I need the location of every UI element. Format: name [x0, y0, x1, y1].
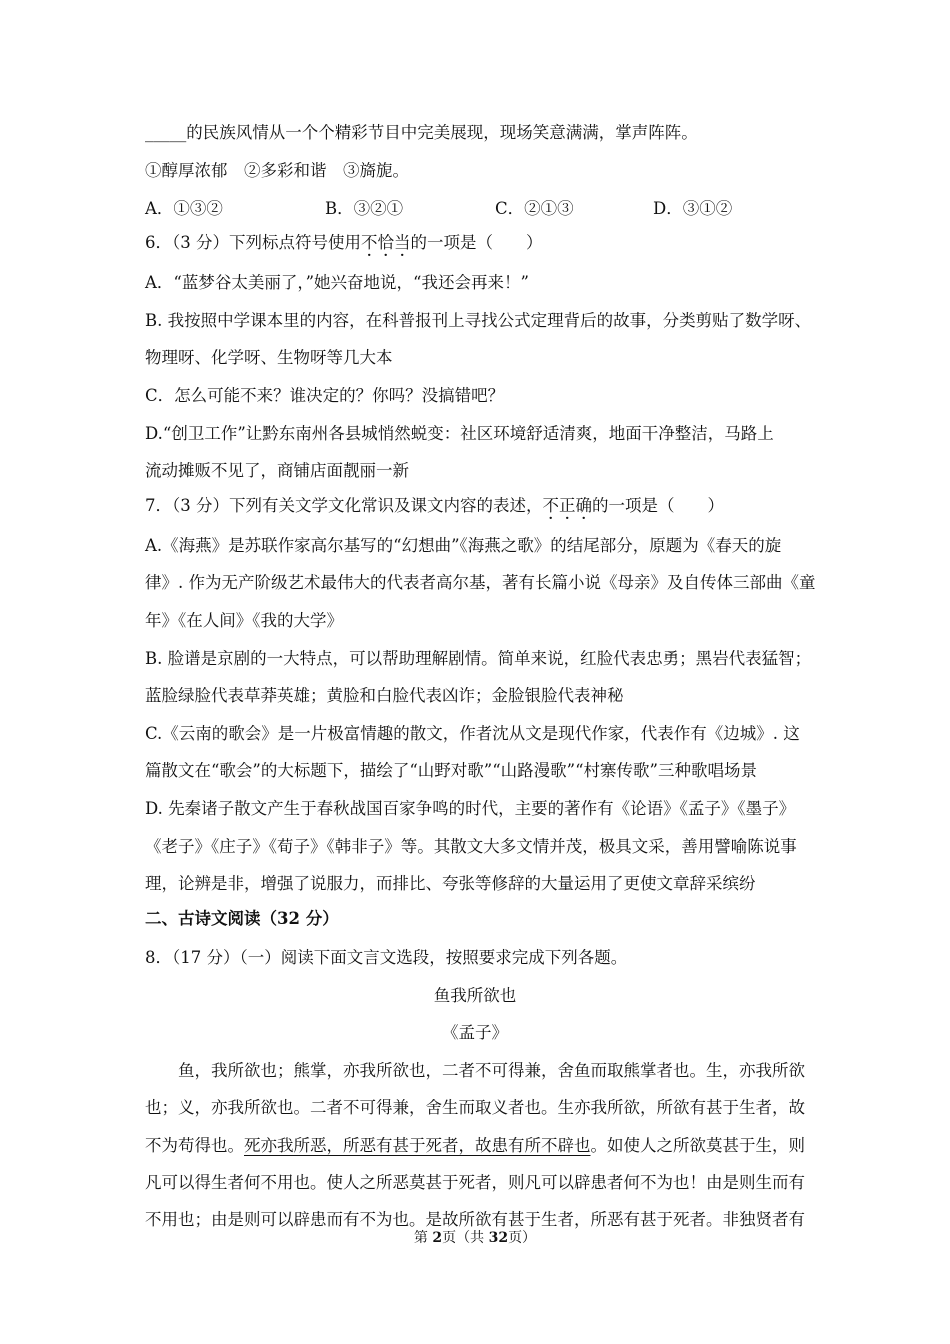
q6-option-b-line1: B. 我按照中学课本里的内容，在科普报刊上寻找公式定理背后的故事，分类剪贴了数学呀、 — [145, 311, 812, 330]
q6-stem: 6．（3 分）下列标点符号使用不恰当的一项是（ ） — [145, 233, 543, 252]
q7-option-c-line1: C.《云南的歌会》是一片极富情趣的散文，作者沈从文是现代作家，代表作有《边城》. 这 — [145, 724, 800, 743]
q7-stem: 7．（3 分）下列有关文学文化常识及课文内容的表述，不正确的一项是（ ） — [145, 496, 724, 515]
q7-option-a-line1: A.《海燕》是苏联作家高尔基写的“幻想曲”《海燕之歌》的结尾部分，原题为《春天的旋 — [145, 536, 782, 555]
emphasis-char: 当 — [394, 233, 411, 252]
q6-option-a: A．“蓝梦谷太美丽了，”她兴奋地说，“我还会再来！” — [145, 273, 529, 292]
q5-line1: _____的民族风情从一个个精彩节目中完美展现，现场笑意满满，掌声阵阵。 — [145, 123, 698, 142]
q7-option-d-line2: 《老子》《庄子》《荀子》《韩非子》等。其散文大多文情并茂，极具文采，善用譬喻陈说事 — [145, 837, 797, 856]
q6-option-d-line2: 流动摊贩不见了，商铺店面靓丽一新 — [145, 461, 409, 480]
emphasis-char: 确 — [575, 496, 592, 515]
passage-title: 鱼我所欲也 — [433, 986, 517, 1005]
option-a: A．①③② — [145, 199, 223, 218]
page-footer: 第 2页（共 32页） — [413, 1230, 537, 1246]
emphasis-char: 不 — [542, 496, 559, 515]
passage-line: 鱼，我所欲也；熊掌，亦我所欲也，二者不可得兼，舍鱼而取熊掌者也。生，亦我所欲 — [178, 1061, 805, 1080]
option-c: C．②①③ — [495, 199, 574, 218]
q7-option-c-line2: 篇散文在“歌会”的大标题下，描绘了“山野对歌”“山路漫歌”“村寨传歌”三种歌唱场景 — [145, 761, 757, 780]
q6-option-d-line1: D.“创卫工作”让黔东南州各县城悄然蜕变：社区环境舒适清爽，地面干净整洁，马路上 — [145, 424, 774, 443]
option-d: D．③①② — [653, 199, 733, 218]
passage-line: 不为苟得也。死亦我所恶，所恶有甚于死者，故患有所不辟也。如使人之所欲莫甚于生，则 — [145, 1136, 805, 1155]
fill-blank: _____ — [145, 123, 187, 142]
section-heading: 二、古诗文阅读（32 分） — [145, 909, 339, 928]
q6-option-c: C．怎么可能不来？谁决定的？你吗？没搞错吧？ — [145, 386, 505, 405]
q6-option-b-line2: 物理呀、化学呀、生物呀等几大本 — [145, 348, 393, 367]
q7-option-d-line3: 理，论辨是非，增强了说服力，而排比、夸张等修辞的大量运用了更使文章辞采缤纷 — [145, 874, 756, 893]
passage-line: 不用也；由是则可以辟患而有不为也。是故所欲有甚于生者，所恶有甚于死者。非独贤者有 — [145, 1210, 805, 1229]
passage-line: 也；义，亦我所欲也。二者不可得兼，舍生而取义者也。生亦我所欲，所欲有甚于生者，故 — [145, 1098, 805, 1117]
passage-author: 《孟子》 — [442, 1023, 508, 1042]
q5-word-choices: ①醇厚浓郁 ②多彩和谐 ③旖旎。 — [145, 161, 409, 180]
q7-option-a-line3: 年》《在人间》《我的大学》 — [145, 611, 343, 630]
page-number: 2 — [432, 1230, 443, 1246]
total-pages: 32 — [488, 1230, 509, 1246]
emphasis-char: 恰 — [377, 233, 394, 252]
q7-option-d-line1: D. 先秦诸子散文产生于春秋战国百家争鸣的时代，主要的著作有《论语》《孟子》《墨子》 — [145, 799, 796, 818]
emphasis-char: 正 — [559, 496, 576, 515]
passage-line: 凡可以得生者何不用也。使人之所恶莫甚于死者，则凡可以辟患者何不为也！由是则生而有 — [145, 1173, 805, 1192]
q7-option-a-line2: 律》. 作为无产阶级艺术最伟大的代表者高尔基，著有长篇小说《母亲》及自传体三部曲《童 — [145, 573, 816, 592]
underlined-sentence: 死亦我所恶，所恶有甚于死者，故患有所不辟也 — [244, 1136, 591, 1155]
option-b: B．③②① — [325, 199, 404, 218]
q7-option-b-line2: 蓝脸绿脸代表草莽英雄；黄脸和白脸代表凶诈；金脸银脸代表神秘 — [145, 686, 624, 705]
q7-option-b-line1: B. 脸谱是京剧的一大特点，可以帮助理解剧情。简单来说，红脸代表忠勇；黑岩代表猛智； — [145, 649, 812, 668]
q8-stem: 8．（17 分）（一）阅读下面文言文选段，按照要求完成下列各题。 — [145, 948, 628, 967]
emphasis-char: 不 — [361, 233, 378, 252]
